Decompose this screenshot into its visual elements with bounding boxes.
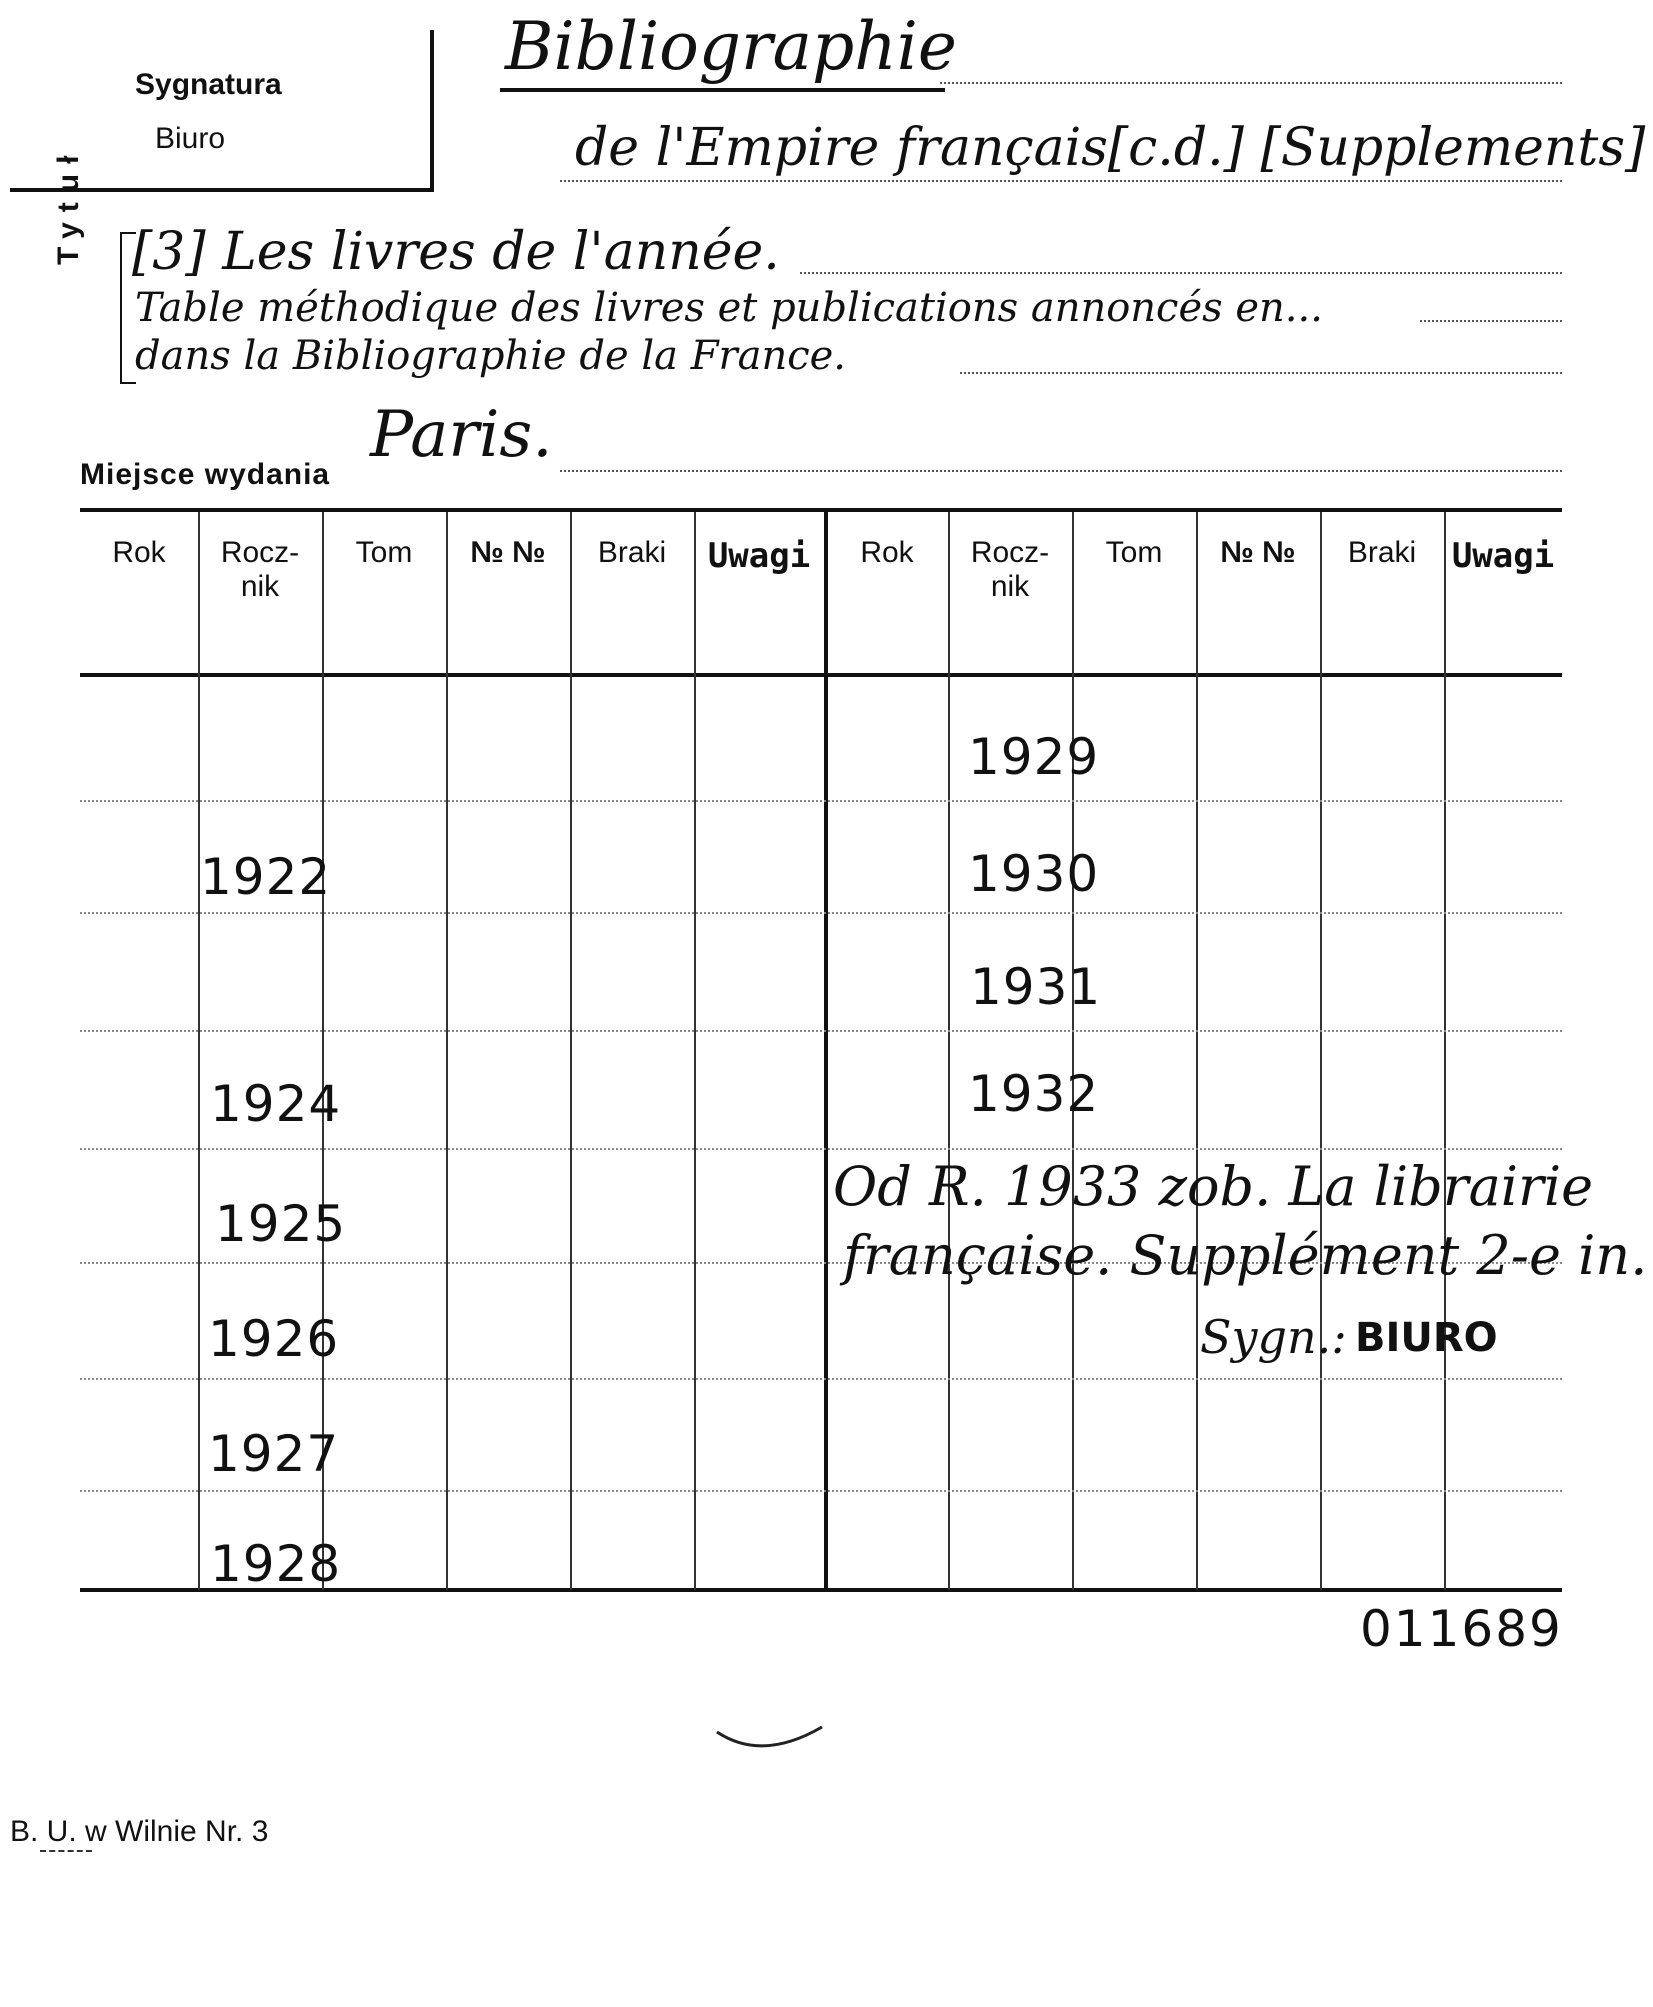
column-header-numery: № № [470, 536, 546, 569]
rocznik-year: 1928 [210, 1535, 342, 1593]
table-column-divider [948, 512, 950, 1590]
tytul-line3: dans la Bibliographie de la France. [135, 333, 847, 379]
row-dotted-line [80, 1378, 1562, 1380]
column-header-uwagi: Uwagi [1451, 536, 1555, 576]
footer-text: B. U. w Wilnie Nr. 3 [10, 1815, 269, 1848]
column-header-rocznik: Rocz- nik [220, 536, 300, 603]
table-top-rule [80, 508, 1562, 512]
title-line2: de l'Empire français[c.d.] [Supplements] [575, 118, 1646, 178]
place-label: Miejsce wydania [80, 458, 331, 491]
footer-underline [40, 1850, 92, 1852]
tytul-dotted-line [1420, 320, 1562, 322]
rocznik-year: 1932 [968, 1065, 1100, 1123]
column-header-tom: Tom [355, 536, 413, 569]
tytul-line2: Table méthodique des livres et publications annoncés en... [135, 285, 1323, 331]
table-column-divider [198, 512, 200, 1590]
decorative-mark [712, 1722, 832, 1762]
column-header-rocznik: Rocz- nik [970, 536, 1050, 603]
note-signature: Sygn.: [1200, 1310, 1347, 1364]
rocznik-year: 1929 [968, 728, 1100, 786]
column-header-uwagi: Uwagi [707, 536, 811, 576]
rocznik-year: 1931 [970, 958, 1102, 1016]
catalog-number: 011689 [1360, 1600, 1563, 1658]
row-dotted-line [80, 912, 1562, 914]
table-column-divider [1444, 512, 1446, 1590]
table-column-divider [446, 512, 448, 1590]
column-header-rok: Rok [860, 536, 914, 569]
row-dotted-line [80, 1148, 1562, 1150]
row-dotted-line [80, 1490, 1562, 1492]
table-center-divider [824, 512, 828, 1590]
table-column-divider [1196, 512, 1198, 1590]
table-column-divider [1072, 512, 1074, 1590]
rocznik-year: 1922 [200, 848, 332, 906]
place-value: Paris. [370, 398, 553, 472]
tytul-dotted-line [800, 272, 1562, 274]
table-header-rule [80, 673, 1562, 677]
title-dotted-line [940, 82, 1562, 84]
table-column-divider [1320, 512, 1322, 1590]
table-column-divider [570, 512, 572, 1590]
rocznik-year: 1926 [208, 1310, 340, 1368]
note-stamp: BIURO [1355, 1315, 1498, 1361]
column-header-braki: Braki [1347, 536, 1417, 569]
tytul-label: Tytuł [52, 145, 85, 265]
tytul-line1: [3] Les livres de l'année. [132, 222, 780, 282]
note-line1: Od R. 1933 zob. La librairie [833, 1155, 1594, 1218]
note-line2: française. Supplément 2-e in. [843, 1224, 1648, 1287]
title-main: Bibliographie [505, 8, 957, 85]
column-header-tom: Tom [1105, 536, 1163, 569]
rocznik-year: 1930 [968, 845, 1100, 903]
row-dotted-line [80, 800, 1562, 802]
table-column-divider [694, 512, 696, 1590]
tytul-dotted-line [960, 372, 1562, 374]
place-dotted-line [560, 470, 1562, 472]
title-dotted-line [560, 180, 1562, 182]
rocznik-year: 1925 [215, 1195, 347, 1253]
rocznik-year: 1924 [210, 1075, 342, 1133]
column-header-rok: Rok [112, 536, 166, 569]
rocznik-year: 1927 [208, 1425, 340, 1483]
row-dotted-line [80, 1030, 1562, 1032]
title-underline [500, 88, 945, 92]
column-header-numery: № № [1220, 536, 1296, 569]
column-header-braki: Braki [597, 536, 667, 569]
signature-value: Biuro [155, 122, 226, 155]
signature-label: Sygnatura [135, 68, 282, 101]
